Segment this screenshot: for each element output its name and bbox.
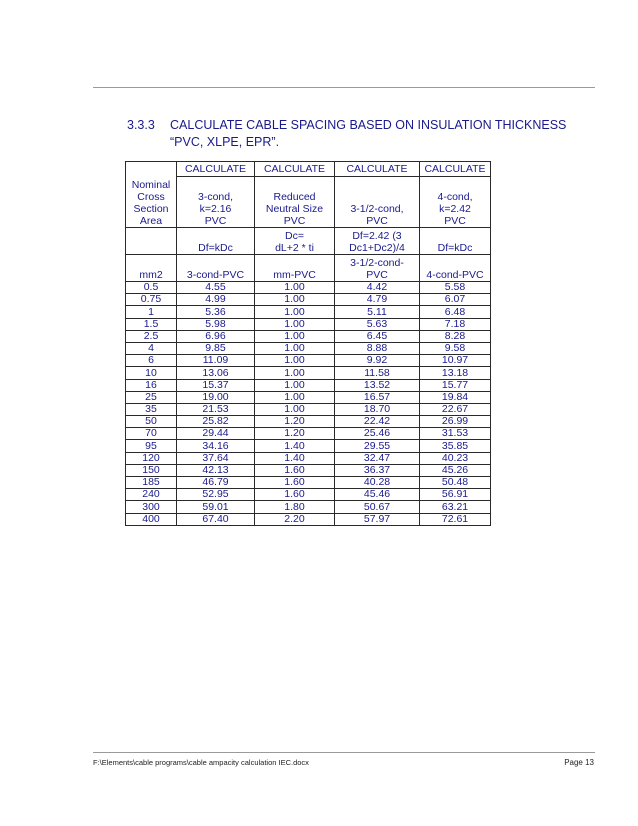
cell-line: Df=kDc (437, 242, 473, 254)
three-cond-cell: 46.79 (177, 477, 255, 489)
three-half-cond-cell: 4.42 (335, 282, 420, 294)
reduced-neutral-cell: 1.00 (255, 367, 335, 379)
four-cond-cell: 13.18 (420, 367, 491, 379)
cell-line: Df=kDc (198, 242, 233, 254)
formula-cell (420, 228, 491, 255)
cell-line: k=2.16 (199, 203, 232, 215)
cell-line: 3-1/2-cond- (350, 257, 404, 269)
header-cell-4-cond (420, 177, 491, 228)
three-cond-cell: 5.36 (177, 306, 255, 318)
table-row (126, 391, 491, 403)
cell-line: Dc= (285, 230, 304, 242)
cable-spacing-table (125, 161, 491, 526)
three-half-cond-cell: 4.79 (335, 294, 420, 306)
cell-line: mm2 (139, 269, 163, 281)
three-half-cond-cell: 25.46 (335, 428, 420, 440)
three-cond-cell: 13.06 (177, 367, 255, 379)
cell-line: Dc1+Dc2)/4 (349, 242, 405, 254)
area-cell: 150 (126, 464, 177, 476)
three-half-cond-cell: 18.70 (335, 403, 420, 415)
calculate-label: CALCULATE (177, 162, 255, 177)
section-title: CALCULATE CABLE SPACING BASED ON INSULATION THICKNESS “PVC, XLPE, EPR”. (170, 118, 567, 149)
table-row (126, 501, 491, 513)
table-row (126, 282, 491, 294)
table-row (126, 489, 491, 501)
calculate-row (126, 162, 491, 177)
four-cond-cell: 72.61 (420, 513, 491, 525)
cell-line: mm-PVC (273, 269, 316, 281)
calculate-label: CALCULATE (420, 162, 491, 177)
unit-cell (177, 255, 255, 282)
formula-row (126, 228, 491, 255)
cell-line: Neutral Size (265, 203, 324, 215)
three-cond-cell: 9.85 (177, 342, 255, 354)
reduced-neutral-cell: 1.00 (255, 282, 335, 294)
four-cond-cell: 26.99 (420, 416, 491, 428)
area-cell: 1 (126, 306, 177, 318)
three-cond-cell: 4.99 (177, 294, 255, 306)
four-cond-cell: 45.26 (420, 464, 491, 476)
table-row (126, 477, 491, 489)
three-half-cond-cell: 13.52 (335, 379, 420, 391)
area-cell: 4 (126, 342, 177, 354)
four-cond-cell: 6.48 (420, 306, 491, 318)
table-row (126, 428, 491, 440)
cell-line: Section (133, 203, 169, 215)
table-row (126, 464, 491, 476)
three-half-cond-cell: 36.37 (335, 464, 420, 476)
three-cond-cell: 11.09 (177, 355, 255, 367)
reduced-neutral-cell: 1.20 (255, 416, 335, 428)
three-half-cond-cell: 40.28 (335, 477, 420, 489)
section-number: 3.3.3 (127, 118, 155, 132)
table-row (126, 367, 491, 379)
reduced-neutral-cell: 1.00 (255, 294, 335, 306)
reduced-neutral-cell: 1.60 (255, 489, 335, 501)
cell-line: PVC (204, 215, 227, 227)
footer-file-path: F:\Elements\cable programs\cable ampacity calculation IEC.docx (93, 758, 309, 767)
area-cell: 1.5 (126, 318, 177, 330)
reduced-neutral-cell: 1.40 (255, 440, 335, 452)
area-cell: 50 (126, 416, 177, 428)
formula-cell (255, 228, 335, 255)
area-cell: 2.5 (126, 330, 177, 342)
reduced-neutral-cell: 1.00 (255, 403, 335, 415)
three-half-cond-cell: 11.58 (335, 367, 420, 379)
reduced-neutral-cell: 1.00 (255, 306, 335, 318)
three-half-cond-cell: 50.67 (335, 501, 420, 513)
three-half-cond-cell: 6.45 (335, 330, 420, 342)
reduced-neutral-cell: 1.40 (255, 452, 335, 464)
cell-line: Area (139, 215, 163, 227)
reduced-neutral-cell: 1.60 (255, 464, 335, 476)
four-cond-cell: 56.91 (420, 489, 491, 501)
area-cell: 6 (126, 355, 177, 367)
four-cond-cell: 19.84 (420, 391, 491, 403)
four-cond-cell: 31.53 (420, 428, 491, 440)
area-cell: 0.75 (126, 294, 177, 306)
three-half-cond-cell: 45.46 (335, 489, 420, 501)
area-cell: 0.5 (126, 282, 177, 294)
cell-line: Df=2.42 (3 (352, 230, 402, 242)
area-cell: 185 (126, 477, 177, 489)
table-row (126, 342, 491, 354)
header-rule (93, 87, 595, 88)
calculate-label: CALCULATE (255, 162, 335, 177)
table-row (126, 452, 491, 464)
cell-line: PVC (366, 215, 388, 227)
area-cell: 16 (126, 379, 177, 391)
cell-line: 3-cond-PVC (186, 269, 245, 281)
three-cond-cell: 37.64 (177, 452, 255, 464)
three-cond-cell: 52.95 (177, 489, 255, 501)
area-cell: 400 (126, 513, 177, 525)
formula-cell (177, 228, 255, 255)
cell-line: Nominal (131, 179, 171, 191)
cell-line: Reduced (273, 191, 316, 203)
reduced-neutral-cell: 1.00 (255, 391, 335, 403)
three-cond-cell: 21.53 (177, 403, 255, 415)
three-half-cond-cell: 16.57 (335, 391, 420, 403)
four-cond-cell: 22.67 (420, 403, 491, 415)
table-row (126, 403, 491, 415)
header-cell-3-cond (177, 177, 255, 228)
calculate-label: CALCULATE (335, 162, 420, 177)
three-half-cond-cell: 29.55 (335, 440, 420, 452)
reduced-neutral-cell: 1.00 (255, 318, 335, 330)
header-cell-nominal-area (126, 177, 177, 228)
cell-line: 4-cond-PVC (426, 269, 484, 281)
footer-rule (93, 752, 595, 753)
area-cell: 300 (126, 501, 177, 513)
table-row (126, 416, 491, 428)
unit-cell (420, 255, 491, 282)
reduced-neutral-cell: 1.00 (255, 330, 335, 342)
blank-corner-cell (126, 162, 177, 177)
table-body (126, 162, 491, 526)
unit-cell (255, 255, 335, 282)
reduced-neutral-cell: 1.20 (255, 428, 335, 440)
four-cond-cell: 6.07 (420, 294, 491, 306)
three-half-cond-cell: 5.11 (335, 306, 420, 318)
cell-line: PVC (366, 269, 388, 281)
four-cond-cell: 8.28 (420, 330, 491, 342)
three-cond-cell: 29.44 (177, 428, 255, 440)
area-cell: 95 (126, 440, 177, 452)
cell-line: 4-cond, (437, 191, 473, 203)
header-row (126, 177, 491, 228)
reduced-neutral-cell: 1.60 (255, 477, 335, 489)
three-half-cond-cell: 8.88 (335, 342, 420, 354)
three-cond-cell: 6.96 (177, 330, 255, 342)
three-cond-cell: 67.40 (177, 513, 255, 525)
reduced-neutral-cell: 1.00 (255, 342, 335, 354)
four-cond-cell: 63.21 (420, 501, 491, 513)
area-cell: 35 (126, 403, 177, 415)
reduced-neutral-cell: 1.00 (255, 379, 335, 391)
three-cond-cell: 4.55 (177, 282, 255, 294)
three-cond-cell: 5.98 (177, 318, 255, 330)
three-cond-cell: 25.82 (177, 416, 255, 428)
reduced-neutral-cell: 1.80 (255, 501, 335, 513)
table-row (126, 306, 491, 318)
three-cond-cell: 15.37 (177, 379, 255, 391)
four-cond-cell: 9.58 (420, 342, 491, 354)
four-cond-cell: 15.77 (420, 379, 491, 391)
three-cond-cell: 42.13 (177, 464, 255, 476)
table-row (126, 294, 491, 306)
three-cond-cell: 19.00 (177, 391, 255, 403)
area-cell: 25 (126, 391, 177, 403)
three-half-cond-cell: 5.63 (335, 318, 420, 330)
table-row (126, 330, 491, 342)
unit-cell (335, 255, 420, 282)
four-cond-cell: 35.85 (420, 440, 491, 452)
three-half-cond-cell: 22.42 (335, 416, 420, 428)
four-cond-cell: 7.18 (420, 318, 491, 330)
area-cell: 10 (126, 367, 177, 379)
four-cond-cell: 10.97 (420, 355, 491, 367)
reduced-neutral-cell: 1.00 (255, 355, 335, 367)
four-cond-cell: 40.23 (420, 452, 491, 464)
formula-cell (126, 228, 177, 255)
cell-line: k=2.42 (439, 203, 471, 215)
three-cond-cell: 59.01 (177, 501, 255, 513)
table-row (126, 379, 491, 391)
area-cell: 70 (126, 428, 177, 440)
unit-row (126, 255, 491, 282)
formula-cell (335, 228, 420, 255)
cell-line: 3-1/2-cond, (350, 203, 404, 215)
footer-page-number: Page 13 (564, 758, 594, 767)
cell-line: dL+2 * ti (275, 242, 314, 254)
three-cond-cell: 34.16 (177, 440, 255, 452)
header-cell-reduced-neutral (255, 177, 335, 228)
three-half-cond-cell: 32.47 (335, 452, 420, 464)
table-row (126, 355, 491, 367)
four-cond-cell: 50.48 (420, 477, 491, 489)
cell-line: PVC (444, 215, 466, 227)
unit-cell (126, 255, 177, 282)
three-half-cond-cell: 9.92 (335, 355, 420, 367)
table-row (126, 440, 491, 452)
table-row (126, 318, 491, 330)
header-cell-3-half-cond (335, 177, 420, 228)
four-cond-cell: 5.58 (420, 282, 491, 294)
area-cell: 120 (126, 452, 177, 464)
cell-line: 3-cond, (197, 191, 234, 203)
cell-line: Cross (137, 191, 165, 203)
three-half-cond-cell: 57.97 (335, 513, 420, 525)
table-row (126, 513, 491, 525)
reduced-neutral-cell: 2.20 (255, 513, 335, 525)
area-cell: 240 (126, 489, 177, 501)
cell-line: PVC (283, 215, 306, 227)
